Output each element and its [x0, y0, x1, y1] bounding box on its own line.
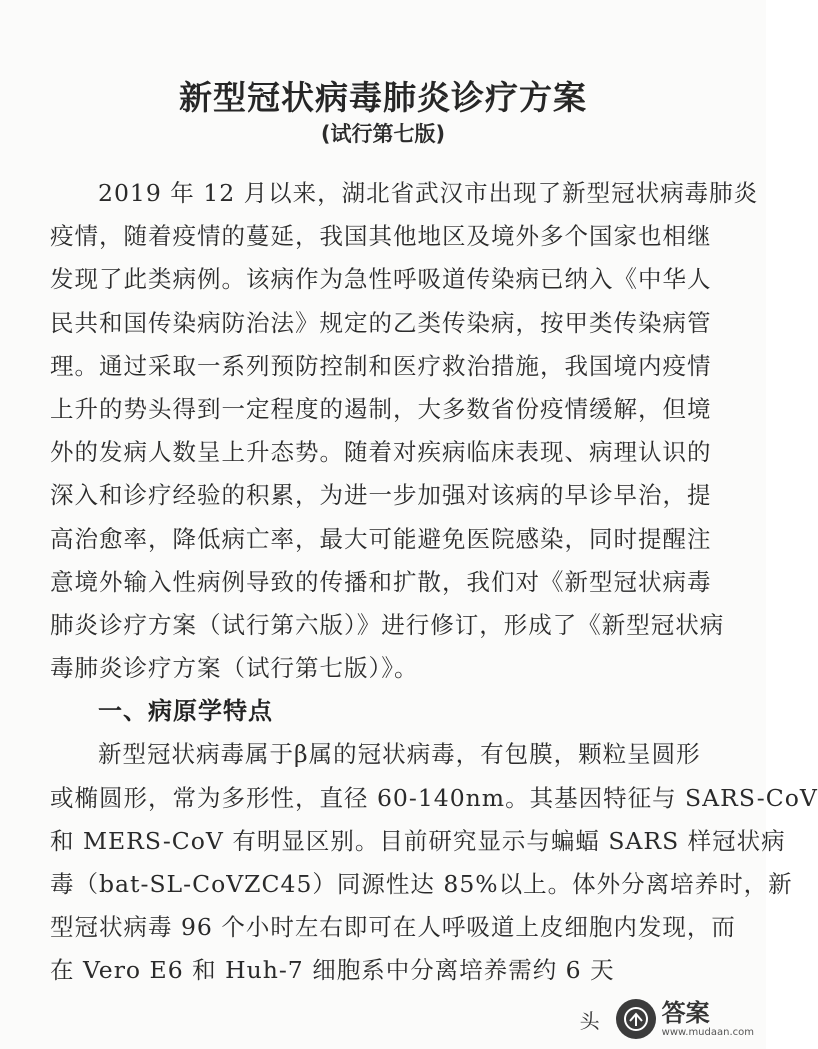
- watermark-prefix: 头: [579, 1008, 600, 1033]
- paragraph-line: 新型冠状病毒属于β属的冠状病毒，有包膜，颗粒呈圆形: [98, 740, 701, 769]
- paragraph-line: 发现了此类病例。该病作为急性呼吸道传染病已纳入《中华人: [50, 265, 712, 294]
- paragraph-line: 民共和国传染病防治法》规定的乙类传染病，按甲类传染病管: [50, 308, 712, 337]
- paragraph-line: 理。通过采取一系列预防控制和医疗救治措施，我国境内疫情: [50, 351, 712, 380]
- paragraph-line: 深入和诊疗经验的积累，为进一步加强对该病的早诊早治，提: [50, 481, 712, 510]
- watermark-text: [661, 998, 754, 1038]
- paragraph-line: 肺炎诊疗方案（试行第六版）》进行修订，形成了《新型冠状病: [50, 610, 725, 639]
- paragraph-line: 毒（bat-SL-CoVZC45）同源性达 85%以上。体外分离培养时，新: [50, 870, 793, 898]
- paragraph-line: 型冠状病毒 96 个小时左右即可在人呼吸道上皮细胞内发现，而: [50, 913, 736, 942]
- paragraph-line: 上升的势头得到一定程度的遏制，大多数省份疫情缓解，但境: [50, 394, 712, 423]
- document-title: 新型冠状病毒肺炎诊疗方案: [179, 78, 587, 117]
- watermark-name: 答案: [661, 998, 710, 1027]
- paragraph-line: 外的发病人数呈上升态势。随着对疾病临床表现、病理认识的: [50, 438, 712, 467]
- answer-logo-icon: [616, 999, 656, 1039]
- watermark-url: www.mudaan.com: [661, 1026, 754, 1038]
- paragraph-line: 意境外输入性病例导致的传播和扩散，我们对《新型冠状病毒: [50, 567, 712, 596]
- paragraph-line: 2019 年 12 月以来，湖北省武汉市出现了新型冠状病毒肺炎: [98, 179, 759, 207]
- paragraph-line: 疫情，随着疫情的蔓延，我国其他地区及境外多个国家也相继: [50, 222, 712, 251]
- paragraph-line: 或椭圆形，常为多形性，直径 60-140nm。其基因特征与 SARS-CoV: [50, 783, 818, 812]
- paragraph-line: 和 MERS-CoV 有明显区别。目前研究显示与蝙蝠 SARS 样冠状病: [50, 826, 786, 855]
- document-subtitle: (试行第七版): [320, 122, 446, 146]
- paragraph-line: 毒肺炎诊疗方案（试行第七版）》。: [50, 654, 419, 683]
- paragraph-line: 在 Vero E6 和 Huh-7 细胞系中分离培养需约 6 天: [50, 956, 615, 985]
- section-heading: 一、病原学特点: [98, 697, 273, 726]
- watermark: [580, 999, 754, 1039]
- paragraph-line: 高治愈率，降低病亡率，最大可能避免医院感染，同时提醒注: [50, 524, 712, 553]
- document-body: [50, 172, 818, 993]
